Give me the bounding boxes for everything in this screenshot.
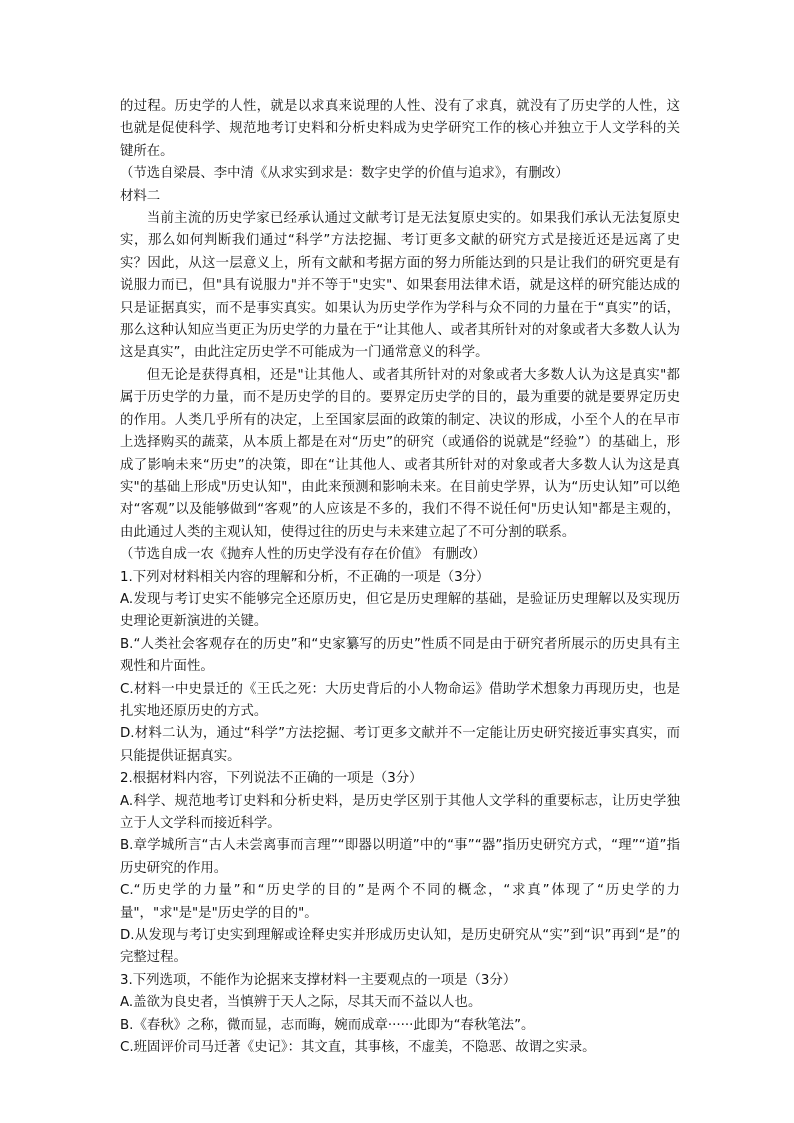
question-3-option-b: B.《春秋》之称，微而显，志而晦，婉而成章······此即为“春秋笔法”。 — [120, 1017, 535, 1033]
question-1-option-c: C.材料一中史景迁的《王氏之死：大历史背后的小人物命运》借助学术想象力再现历史，也是扎实地还原历史的方式。 — [120, 681, 680, 719]
material2-paragraph-2: 但无论是获得真相，还是"让其他人、或者其所针对的对象或者大多数人认为这是真实"都属于历史学的力量，而不是历史学的目的。要界定历史学的目的，最为重要的就是要界定历史的作用。人类几乎所有的决定，上至国家层面的政策的制定、决议的形成，小至个人的在早市上选择购买的蔬菜，从本质上都是在对“历史”的研究（或通俗的说就是“经验”）的基础上，形成了影响未来“历史”的决策，即在“让其他人、或者其所针对的对象或者大多数人认为这是真实"的基础上形成"历史认知"，由此来预测和影响未来。在目前史学界，认为“历史认知”可以绝对“客观”以及能够做到“客观”的人应该是不多的，我们不得不说任何"历史认知"都是主观的，由此通过人类的主观认知，使得过往的历史与未来建立起了不可分割的联系。 — [120, 367, 680, 540]
question-2-option-b: B.章学城所言“古人未尝离事而言理”“即器以明道”中的“事”“器”指历史研究方式，“理”“道”指历史研究的作用。 — [120, 838, 680, 876]
question-1-option-b: B.“人类社会客观存在的历史”和“史家纂写的历史”性质不同是由于研究者所展示的历史具有主观性和片面性。 — [120, 636, 680, 675]
material2-paragraph-1: 当前主流的历史学家已经承认通过文献考订是无法复原史实的。如果我们承认无法复原史实，那么如何判断我们通过“科学”方法挖掘、考订更多文献的研究方式是接近还是远离了史实？因此，从这一层意义上，所有文献和考据方面的努力所能达到的只是让我们的研究更是有说服力而已，但"具有说服力"并不等于"史实"、如果套用法律术语，就是这样的研究能达成的只是证据真实，而不是事实真实。如果认为历史学作为学科与众不同的力量在于“真实”的话，那么这种认知应当更正为历史学的力量在于“让其他人、或者其所针对的对象或者大多数人认为这是真实”，由此注定历史学不可能成为一门通常意义的科学。 — [120, 211, 680, 361]
question-1-option-a: A.发现与考订史实不能够完全还原历史，但它是历史理解的基础，是验证历史理解以及实现历史理论更新演进的关键。 — [120, 591, 680, 630]
question-1-stem: 1.下列对材料相关内容的理解和分析，不正确的一项是（3分） — [120, 569, 490, 585]
material2-source-note: （节选自成一农《抛弃人性的历史学没有存在价值》 有删改） — [120, 547, 486, 563]
question-3-option-a: A.盖欲为良史者，当慎辨于天人之际，尽其天而不益以人也。 — [120, 995, 482, 1011]
material2-label: 材料二 — [120, 188, 161, 204]
question-3-option-c: C.班固评价司马迁著《史记》：其文直，其事核，不虚美，不隐恶、故谓之实录。 — [120, 1040, 596, 1056]
document-page — [120, 96, 680, 1059]
material1-source-note: （节选自梁晨、李中清《从求实到求是：数字史学的价值与追求》，有删改） — [120, 166, 569, 182]
question-2-stem: 2.根据材料内容，下列说法不正确的一项是（3分） — [120, 771, 423, 787]
question-2-option-c: C.“历史学的力量”和“历史学的目的”是两个不同的概念，“求真”体现了“历史学的力量"，"求"是"是"历史学的目的"。 — [120, 883, 680, 921]
question-2-option-d: D.从发现与考订史实到理解或诠释史实并形成历史认知，是历史研究从“实”到“识”再到“是”的完整过程。 — [120, 928, 680, 966]
question-3-stem: 3.下列选项，不能作为论据来支撑材料一主要观点的一项是（3分） — [120, 972, 517, 988]
question-2-option-a: A.科学、规范地考订史料和分析史料，是历史学区别于其他人文学科的重要标志，让历史学独立于人文学科而接近科学。 — [120, 793, 680, 831]
question-1-option-d: D.材料二认为，通过“科学”方法挖掘、考订更多文献并不一定能让历史研究接近事实真实，而只能提供证据真实。 — [120, 726, 680, 764]
material1-tail-paragraph: 的过程。历史学的人性，就是以求真来说理的人性、没有了求真，就没有了历史学的人性，这也就是促使科学、规范地考订史料和分析史料成为史学研究工作的核心并独立于人文学科的关键所在。 — [120, 99, 680, 159]
